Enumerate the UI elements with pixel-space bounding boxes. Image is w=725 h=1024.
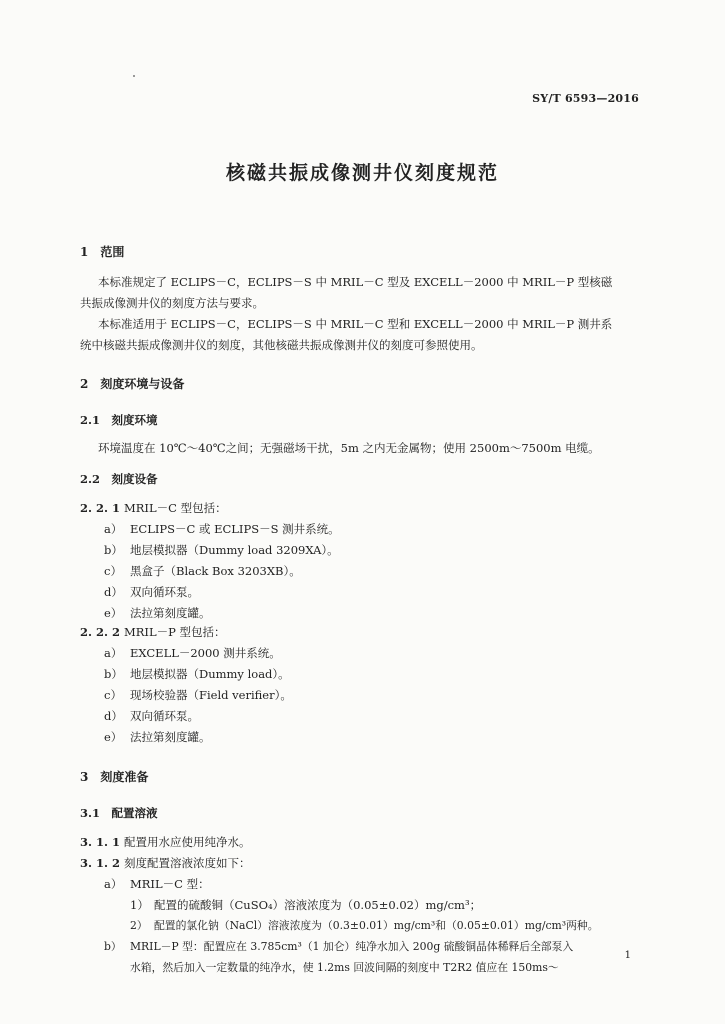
section-1-para-1-line-1: 本标准规定了 ECLIPS－C，ECLIPS－S 中 MRIL－C 型及 EXCELL－2000 中 MRIL－P 型核磁	[98, 275, 613, 289]
clause-text: 刻度配置溶液浓度如下：	[124, 856, 251, 870]
list-text: 双向循环泵。	[130, 585, 199, 599]
clause-number: 3. 1. 2	[80, 856, 121, 870]
clause-text: 配置用水应使用纯净水。	[124, 835, 251, 849]
sub-item-text: 配置的氯化钠（NaCl）溶液浓度为（0.3±0.01）mg/cm³和（0.05±0.01）mg/cm³两种。	[154, 919, 599, 932]
list-text: MRIL－P 型：配置应在 3.785cm³（1 加仑）纯净水加入 200g 硫酸铜晶体稀释后全部泵入	[130, 940, 574, 953]
list-item	[104, 729, 211, 745]
list-label: d）	[104, 585, 123, 599]
section-3-1-1	[80, 834, 251, 850]
section-2-2-heading: 2.2 刻度设备	[80, 472, 158, 486]
section-1-para-2-line-1: 本标准适用于 ECLIPS－C，ECLIPS－S 中 MRIL－C 型和 EXCELL－2000 中 MRIL－P 测井系	[98, 317, 613, 331]
list-item	[104, 542, 339, 558]
section-2-2-1	[80, 500, 227, 516]
list-text: ECLIPS－C 或 ECLIPS－S 测井系统。	[130, 522, 340, 536]
list-label: e）	[104, 606, 123, 620]
standard-code: SY/T 6593—2016	[532, 92, 639, 105]
list-item-a	[104, 876, 210, 892]
section-2-heading: 2 刻度环境与设备	[80, 377, 185, 391]
sub-item-number: 1）	[130, 898, 149, 912]
sub-item-number: 2）	[130, 919, 148, 932]
section-3-1-heading: 3.1 配置溶液	[80, 806, 158, 820]
list-item	[104, 687, 292, 703]
list-item	[104, 584, 199, 600]
list-item	[104, 605, 211, 621]
section-2-1-heading: 2.1 刻度环境	[80, 413, 158, 427]
sub-item-text: 配置的硫酸铜（CuSO₄）溶液浓度为（0.05±0.02）mg/cm³；	[154, 898, 482, 912]
list-label: d）	[104, 709, 123, 723]
list-item-b-continued: 水箱，然后加入一定数量的纯净水，使 1.2ms 回波间隔的刻度中 T2R2 值应在 150ms～	[130, 961, 559, 974]
list-label: e）	[104, 730, 123, 744]
list-item	[104, 645, 281, 661]
list-text: 地层模拟器（Dummy load 3209XA）。	[130, 543, 339, 557]
list-label: b）	[104, 940, 122, 953]
list-text: 法拉第刻度罐。	[130, 730, 211, 744]
list-item	[104, 521, 340, 537]
list-label: c）	[104, 688, 122, 702]
section-1-para-2-line-2: 统中核磁共振成像测井仪的刻度，其他核磁共振成像测井仪的刻度可参照使用。	[80, 338, 483, 352]
list-label: a）	[104, 877, 123, 891]
list-label: b）	[104, 543, 123, 557]
clause-text: MRIL－P 型包括：	[124, 625, 226, 639]
list-text: 法拉第刻度罐。	[130, 606, 211, 620]
list-label: c）	[104, 564, 122, 578]
list-text: MRIL－C 型：	[130, 877, 210, 891]
section-1-para-1-line-2: 共振成像测井仪的刻度方法与要求。	[80, 296, 264, 310]
list-text: 双向循环泵。	[130, 709, 199, 723]
sub-item-1	[130, 897, 481, 913]
section-1-heading: 1 范围	[80, 245, 125, 259]
clause-text: MRIL－C 型包括：	[124, 501, 227, 515]
section-3-heading: 3 刻度准备	[80, 770, 149, 784]
list-label: b）	[104, 667, 123, 681]
sub-item-2	[130, 918, 599, 933]
list-item-b	[104, 939, 573, 954]
clause-number: 2. 2. 1	[80, 501, 121, 515]
list-text: 黑盒子（Black Box 3203XB）。	[130, 564, 301, 578]
list-label: a）	[104, 646, 123, 660]
list-item	[104, 666, 290, 682]
list-text: 地层模拟器（Dummy load）。	[130, 667, 290, 681]
page-number: 1	[624, 950, 631, 961]
scan-speck	[133, 75, 135, 77]
list-item	[104, 708, 199, 724]
document-title: 核磁共振成像测井仪刻度规范	[225, 162, 499, 184]
list-text: EXCELL－2000 测井系统。	[130, 646, 281, 660]
clause-number: 2. 2. 2	[80, 625, 121, 639]
list-text: 现场校验器（Field verifier）。	[130, 688, 292, 702]
section-2-1-text: 环境温度在 10℃～40℃之间；无强磁场干扰，5m 之内无金属物；使用 2500m～7500m 电缆。	[98, 441, 600, 455]
clause-number: 3. 1. 1	[80, 835, 121, 849]
section-2-2-2	[80, 624, 226, 640]
list-label: a）	[104, 522, 123, 536]
section-3-1-2	[80, 855, 251, 871]
list-item	[104, 563, 301, 579]
